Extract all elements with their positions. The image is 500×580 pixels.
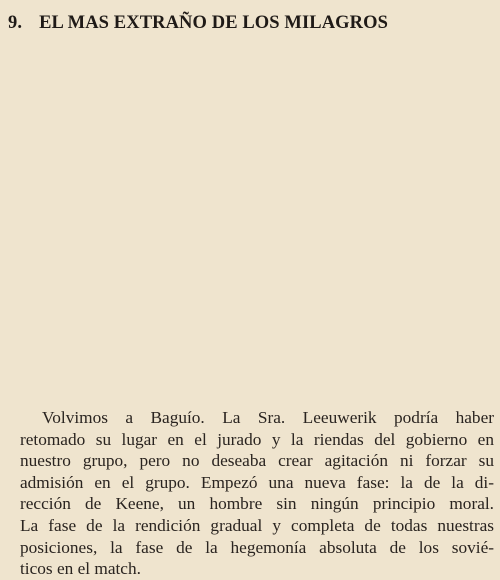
chapter-title: EL MAS EXTRAÑO DE LOS MILAGROS <box>39 13 388 33</box>
paragraph-line: nuestro grupo, pero no deseaba crear agitación ni forzar su <box>20 451 494 471</box>
paragraph-line: retomado su lugar en el jurado y la riendas del gobierno en <box>20 429 494 449</box>
paragraph-line: admisión en el grupo. Empezó una nueva fase: la de la di- <box>20 472 494 492</box>
paragraph-line: posiciones, la fase de la hegemonía absoluta de los sovié- <box>20 537 494 557</box>
paragraph-line: Volvimos a Baguío. La Sra. Leeuwerik podría haber <box>42 408 494 427</box>
paragraph-line: rección de Keene, un hombre sin ningún principio moral. <box>20 494 494 514</box>
paragraph-line: La fase de la rendición gradual y completa de todas nuestras <box>20 515 494 535</box>
chapter-heading <box>8 13 388 34</box>
body-paragraph <box>20 407 494 580</box>
chapter-number: 9. <box>8 13 23 33</box>
paragraph-line: ticos en el match. <box>20 559 141 579</box>
